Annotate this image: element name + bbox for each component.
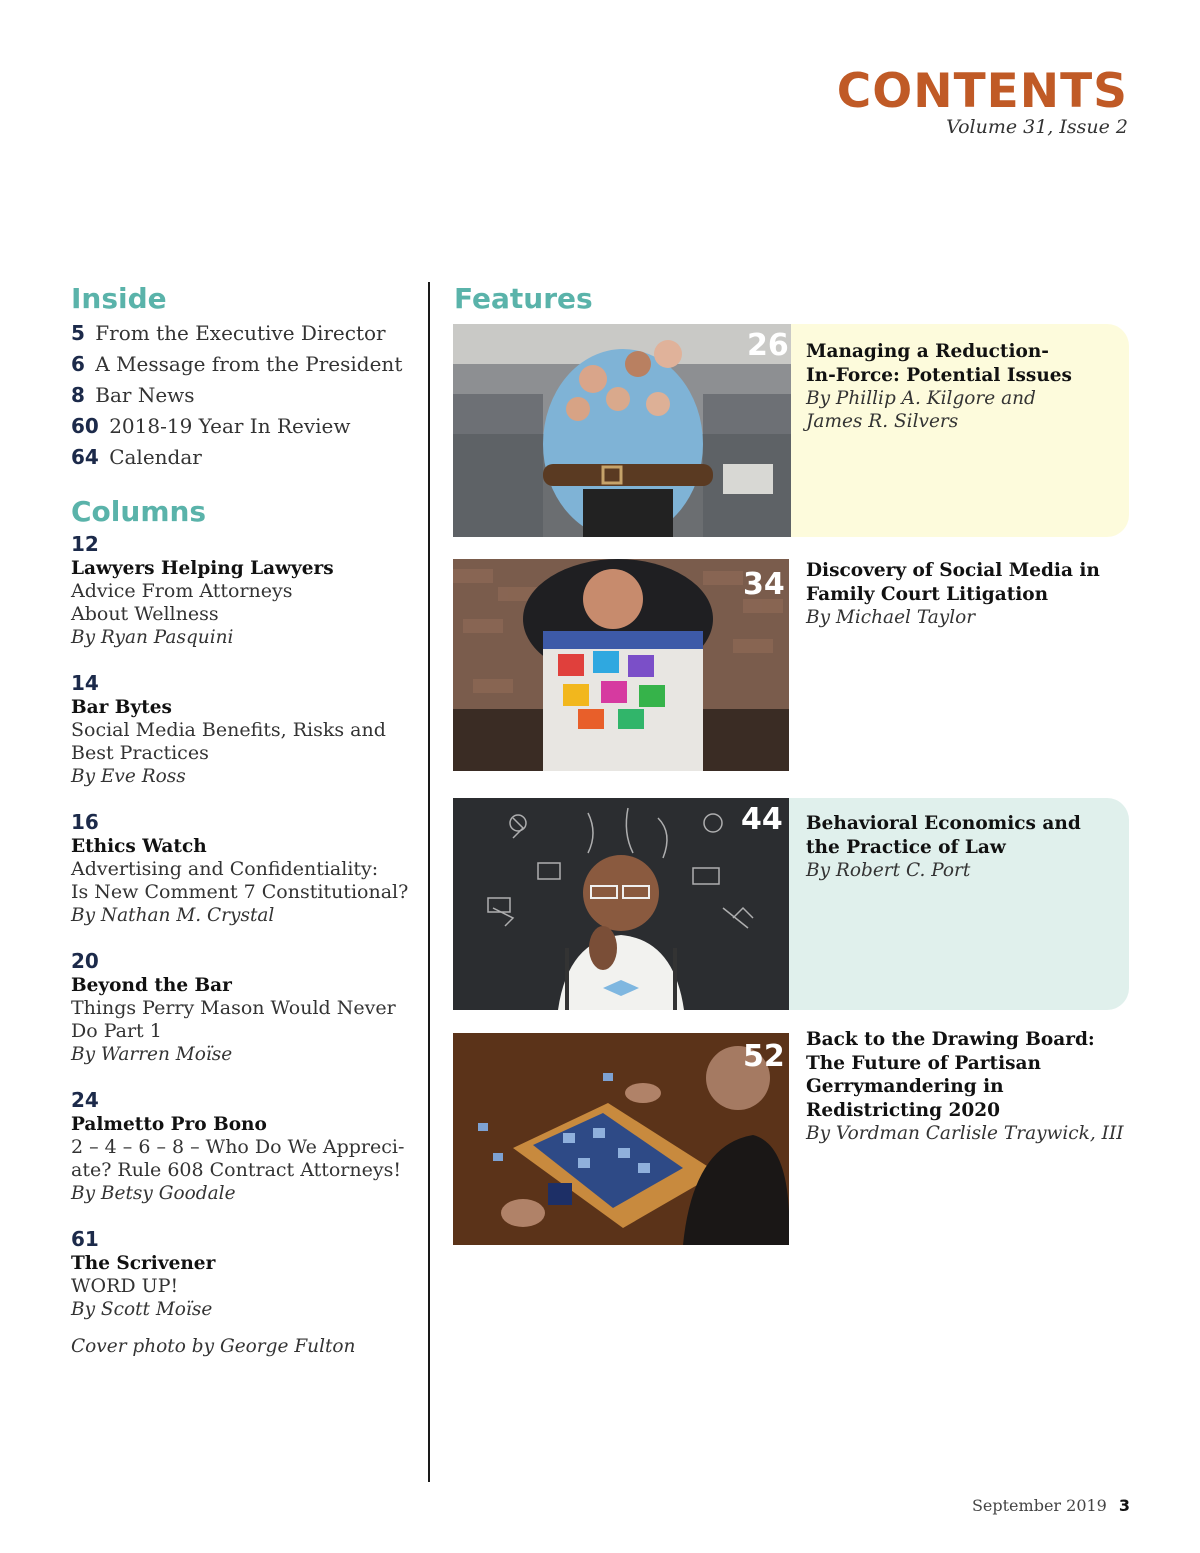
feature-photo-thinking-man — [453, 798, 789, 1010]
column-title: The Scrivener — [71, 1253, 216, 1274]
feature-title-line: Behavioral Economics and — [806, 813, 1081, 834]
inside-heading: Inside — [71, 282, 167, 315]
page-number: 6 — [71, 352, 85, 376]
feature-entry[interactable] — [453, 1029, 1129, 1245]
column-entry[interactable] — [71, 670, 416, 789]
footer-page-number: 3 — [1118, 1496, 1130, 1515]
column-title: Beyond the Bar — [71, 975, 232, 996]
feature-byline-line: By Michael Taylor — [806, 607, 976, 628]
column-desc-line: 2 – 4 – 6 – 8 – Who Do We Appreci- — [71, 1136, 405, 1158]
feature-title-line: The Future of Partisan — [806, 1052, 1041, 1074]
column-title: Ethics Watch — [71, 836, 207, 857]
column-byline: By Warren Moïse — [71, 1044, 233, 1065]
feature-byline-line: By Robert C. Port — [806, 860, 971, 881]
column-desc-line: ate? Rule 608 Contract Attorneys! — [71, 1159, 401, 1181]
feature-photo-social-media-box — [453, 559, 789, 771]
page-number: 24 — [71, 1088, 99, 1112]
column-desc-line: Is New Comment 7 Constitutional? — [71, 881, 409, 903]
feature-title-line: Managing a Reduction- — [806, 341, 1049, 362]
column-title: Bar Bytes — [71, 697, 172, 718]
feature-text — [806, 340, 1116, 433]
column-entry[interactable] — [71, 1226, 416, 1322]
feature-text — [806, 812, 1116, 882]
feature-text — [806, 559, 1116, 629]
page-number: 12 — [71, 532, 99, 556]
columns-heading: Columns — [71, 495, 207, 528]
feature-title-line: In-Force: Potential Issues — [806, 364, 1072, 386]
column-byline: By Nathan M. Crystal — [71, 905, 275, 926]
feature-page-number: 26 — [747, 328, 789, 363]
column-desc-line: WORD UP! — [71, 1275, 179, 1297]
page-number: 5 — [71, 321, 85, 345]
column-byline: By Betsy Goodale — [71, 1183, 236, 1204]
feature-title-line: Back to the Drawing Board: — [806, 1029, 1095, 1050]
contents-title: CONTENTS — [836, 64, 1128, 119]
item-label: A Message from the President — [95, 352, 403, 376]
feature-entry[interactable] — [453, 324, 1129, 537]
page-number: 16 — [71, 810, 99, 834]
feature-title-line: Family Court Litigation — [806, 583, 1049, 605]
feature-photo-puzzle-map — [453, 1033, 789, 1245]
page-number: 20 — [71, 949, 99, 973]
volume-issue: Volume 31, Issue 2 — [946, 116, 1128, 138]
item-label: From the Executive Director — [95, 321, 386, 345]
feature-page-number: 34 — [743, 567, 785, 602]
feature-byline-line: By Vordman Carlisle Traywick, III — [806, 1123, 1124, 1144]
column-byline: By Ryan Pasquini — [71, 627, 234, 648]
page-number: 64 — [71, 445, 99, 469]
column-desc-line: Best Practices — [71, 742, 209, 764]
page-number: 14 — [71, 671, 99, 695]
column-desc-line: Advertising and Confidentiality: — [71, 858, 379, 880]
column-entry[interactable] — [71, 1087, 416, 1206]
issue-date: September 2019 — [971, 1496, 1107, 1515]
feature-title-line: Redistricting 2020 — [806, 1099, 1000, 1121]
features-heading: Features — [454, 282, 593, 315]
column-desc-line: About Wellness — [71, 603, 219, 625]
feature-text — [806, 1028, 1126, 1145]
page-number: 8 — [71, 383, 85, 407]
feature-title-line: the Practice of Law — [806, 836, 1006, 858]
page-number: 60 — [71, 414, 99, 438]
feature-page-number: 44 — [741, 802, 783, 837]
column-divider — [428, 282, 430, 1482]
feature-entry[interactable] — [453, 798, 1129, 1010]
column-title: Lawyers Helping Lawyers — [71, 558, 334, 579]
column-title: Palmetto Pro Bono — [71, 1114, 267, 1135]
feature-byline-line: James R. Silvers — [806, 411, 959, 432]
feature-title-line: Discovery of Social Media in — [806, 560, 1100, 581]
cover-credit: Cover photo by George Fulton — [71, 1336, 356, 1357]
column-entry[interactable] — [71, 809, 416, 928]
page-header — [837, 66, 1128, 138]
column-entry[interactable] — [71, 531, 416, 650]
column-byline: By Eve Ross — [71, 766, 186, 787]
inside-item[interactable] — [71, 349, 416, 380]
inside-item[interactable] — [71, 380, 416, 411]
column-desc-line: Social Media Benefits, Risks and — [71, 719, 386, 741]
column-desc-line: Do Part 1 — [71, 1020, 162, 1042]
feature-entry[interactable] — [453, 559, 1129, 772]
column-desc-line: Things Perry Mason Would Never — [71, 997, 396, 1019]
column-desc-line: Advice From Attorneys — [71, 580, 293, 602]
inside-item[interactable] — [71, 318, 416, 349]
left-column — [71, 282, 416, 1357]
inside-item[interactable] — [71, 411, 416, 442]
item-label: 2018-19 Year In Review — [109, 414, 351, 438]
feature-byline-line: By Phillip A. Kilgore and — [806, 388, 1036, 409]
page-footer — [972, 1496, 1130, 1515]
column-byline: By Scott Moïse — [71, 1299, 213, 1320]
inside-list — [71, 318, 416, 473]
item-label: Bar News — [95, 383, 195, 407]
column-entry[interactable] — [71, 948, 416, 1067]
item-label: Calendar — [109, 445, 202, 469]
feature-photo-office-team — [453, 324, 791, 537]
inside-item[interactable] — [71, 442, 416, 473]
feature-title-line: Gerrymandering in — [806, 1076, 1004, 1097]
page-number: 61 — [71, 1227, 99, 1251]
feature-page-number: 52 — [743, 1039, 785, 1074]
